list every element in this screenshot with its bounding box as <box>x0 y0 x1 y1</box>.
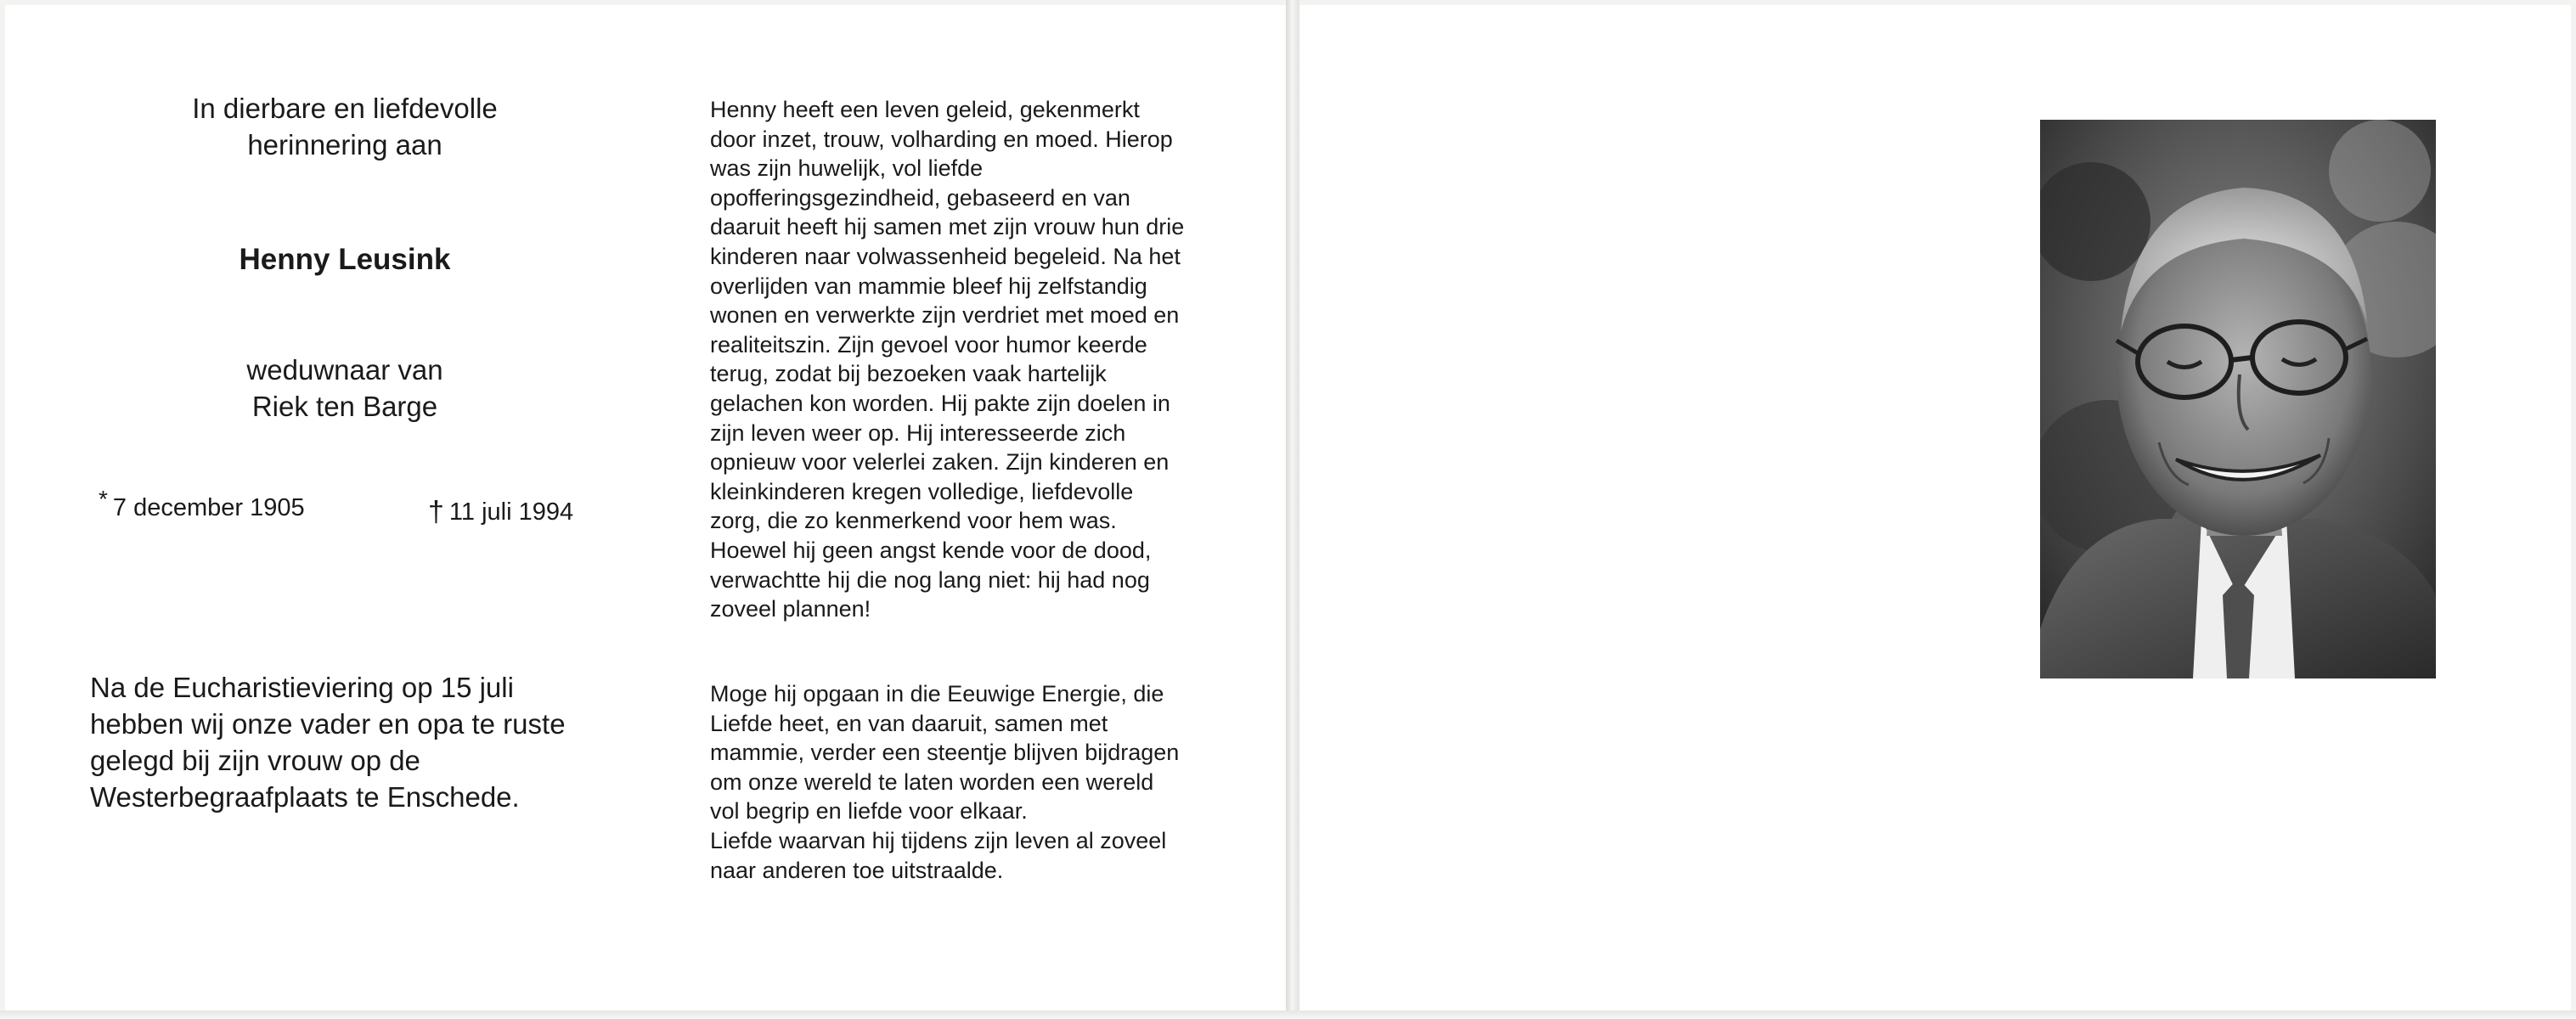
dedication-line: In dierbare en liefdevolle <box>192 93 498 124</box>
spouse-name: Riek ten Barge <box>251 391 438 422</box>
paragraph-line: om onze wereld te laten worden een wereld <box>710 768 1154 795</box>
paragraph-line: zijn leven weer op. Hij interesseerde zich <box>710 419 1126 446</box>
death-date <box>428 494 573 527</box>
spouse-relation: weduwnaar van <box>246 354 443 386</box>
paragraph-line: realiteitszin. Zijn gevoel voor humor keerde <box>710 331 1147 357</box>
biography-paragraph <box>710 95 1254 624</box>
paragraph-line: overlijden van mammie bleef hij zelfstandig <box>710 273 1147 299</box>
card-fold <box>1286 0 1299 1019</box>
page-edge <box>0 1011 2576 1019</box>
paragraph-line: kleinkinderen kregen volledige, liefdevolle <box>710 478 1134 504</box>
paragraph-line: Hoewel hij geen angst kende voor de dood, <box>710 537 1152 563</box>
burial-line: Na de Eucharistieviering op 15 juli <box>90 672 514 703</box>
left-card-panel <box>5 5 1287 1011</box>
dedication <box>90 90 600 163</box>
paragraph-line: verwachtte hij die nog lang niet: hij had nog <box>710 566 1150 593</box>
paragraph-line: Moge hij opgaan in die Eeuwige Energie, die <box>710 681 1164 707</box>
spouse-info <box>90 352 600 425</box>
paragraph-line: opnieuw voor velerlei zaken. Zijn kinderen en <box>710 449 1170 476</box>
death-cross-icon: † <box>428 496 444 528</box>
paragraph-line: daaruit heeft hij samen met zijn vrouw hun drie <box>710 214 1185 240</box>
burial-line: hebben wij onze vader en opa te ruste <box>90 708 566 740</box>
death-date-text: 11 juli 1994 <box>448 498 574 526</box>
birth-date <box>99 486 305 522</box>
paragraph-line: mammie, verder een steentje blijven bijdragen <box>710 740 1180 766</box>
paragraph-line: was zijn huwelijk, vol liefde <box>710 155 984 182</box>
portrait-photo <box>2040 120 2436 678</box>
birth-star-icon: * <box>99 486 108 512</box>
paragraph-line: zoveel plannen! <box>710 596 871 622</box>
paragraph-line: Liefde waarvan hij tijdens zijn leven al zoveel <box>710 827 1167 853</box>
birth-date-text: 7 december 1905 <box>112 494 305 521</box>
paragraph-line: gelachen kon worden. Hij pakte zijn doelen in <box>710 390 1170 416</box>
paragraph-line: door inzet, trouw, volharding en moed. Hierop <box>710 126 1173 152</box>
paragraph-line: wonen en verwerkte zijn verdriet met moed en <box>710 302 1180 329</box>
burial-line: Westerbegraafplaats te Enschede. <box>90 781 520 813</box>
paragraph-line: kinderen naar volwassenheid begeleid. Na het <box>710 243 1181 269</box>
dedication-line: herinnering aan <box>247 129 442 160</box>
paragraph-line: vol begrip en liefde voor elkaar. <box>710 798 1028 825</box>
deceased-name: Henny Leusink <box>239 243 451 276</box>
portrait-icon <box>2040 120 2436 678</box>
burial-text <box>90 669 617 815</box>
farewell-paragraph <box>710 679 1254 885</box>
paragraph-line: Henny heeft een leven geleid, gekenmerkt <box>710 97 1140 122</box>
paragraph-line: naar anderen toe uitstraalde. <box>710 857 1004 883</box>
paragraph-line: terug, zodat bij bezoeken vaak hartelijk <box>710 361 1107 387</box>
burial-line: gelegd bij zijn vrouw op de <box>90 745 420 776</box>
paragraph-line: zorg, die zo kenmerkend voor hem was. <box>710 508 1117 534</box>
paragraph-line: opofferingsgezindheid, gebaseerd en van <box>710 184 1130 211</box>
paragraph-line: Liefde heet, en van daaruit, samen met <box>710 710 1108 736</box>
